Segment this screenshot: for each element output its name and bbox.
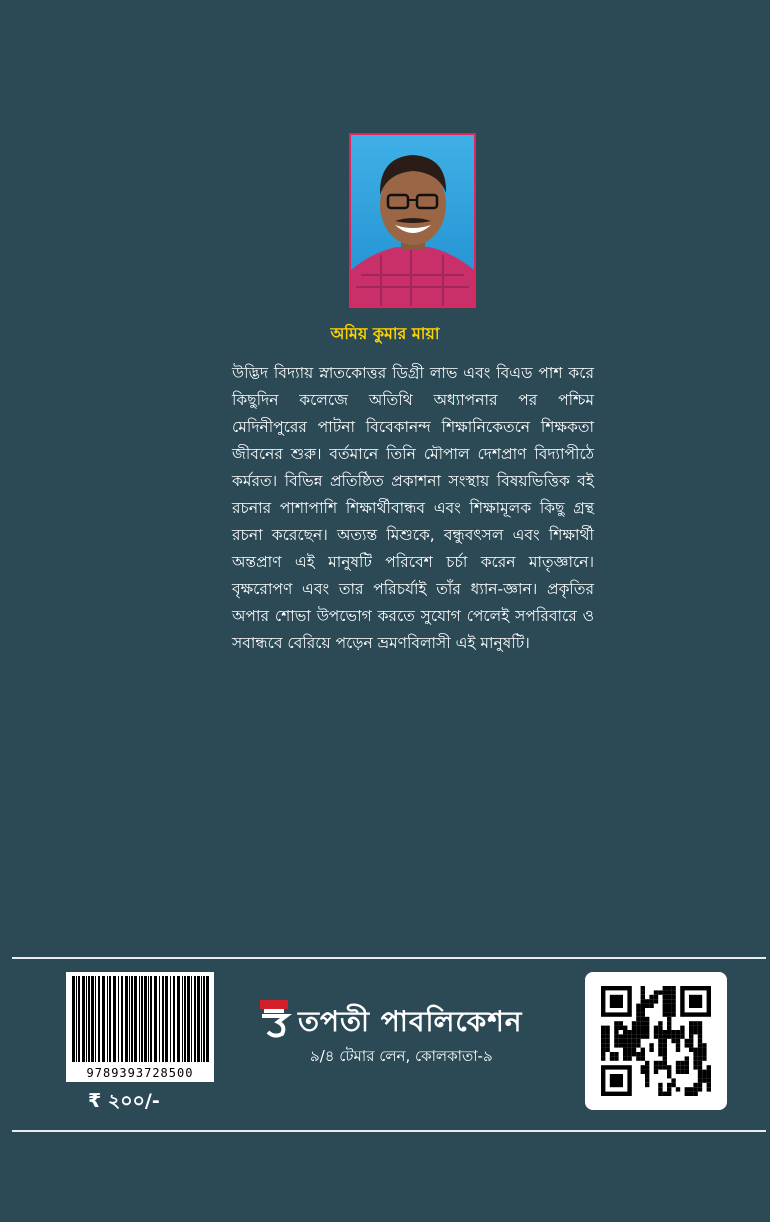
- top-divider: [12, 957, 766, 959]
- author-name: অমিয় কুমার মায়া: [330, 324, 440, 343]
- publisher-logo-icon: [256, 998, 292, 1038]
- qr-code: [585, 972, 727, 1110]
- barcode-bars-icon: [66, 972, 214, 1064]
- author-photo-icon: [351, 135, 474, 306]
- author-photo: [349, 133, 476, 308]
- bottom-divider: [12, 1130, 766, 1132]
- price: ₹ ২০০/-: [88, 1090, 160, 1112]
- publisher-name: তপতী পাবলিকেশন: [298, 1005, 523, 1038]
- barcode: [66, 972, 214, 1082]
- author-bio: উদ্ভিদ বিদ্যায় স্নাতকোত্তর ডিগ্রী লাভ এবং বিএড পাশ করে কিছুদিন কলেজে অতিথি অধ্যাপনার পর পশ্চিম মেদিনীপুরের পাটনা বিবেকানন্দ শিক্ষানিকেতনে শিক্ষকতা জীবনের শুরু। বর্তমানে তিনি মৌপাল দেশপ্রাণ বিদ্যাপীঠে কর্মরত। বিভিন্ন প্রতিষ্ঠিত প্রকাশনা সংস্থায় বিষয়ভিত্তিক বই রচনার পাশাপাশি শিক্ষার্থীবান্ধব এবং শিক্ষামূলক কিছু গ্রন্থ রচনা করেছেন। অত্যন্ত মিশুকে, বন্ধুবৎসল এবং শিক্ষার্থী অন্তপ্রাণ এই মানুষটি পরিবেশ চর্চা করেন মাতৃজ্ঞানে। বৃক্ষরোপণ এবং তার পরিচর্যাই তাঁর ধ্যান-জ্ঞান। প্রকৃতির অপার শোভা উপভোগ করতে সুযোগ পেলেই সপরিবারে ও সবান্ধবে বেরিয়ে পড়েন ভ্রমণবিলাসী এই মানুষটি।: [232, 364, 594, 652]
- qr-code-icon: [585, 972, 727, 1110]
- barcode-number: 9789393728500: [86, 1066, 194, 1080]
- publisher-address: ৯/৪ টেমার লেন, কোলকাতা-৯: [310, 1047, 493, 1065]
